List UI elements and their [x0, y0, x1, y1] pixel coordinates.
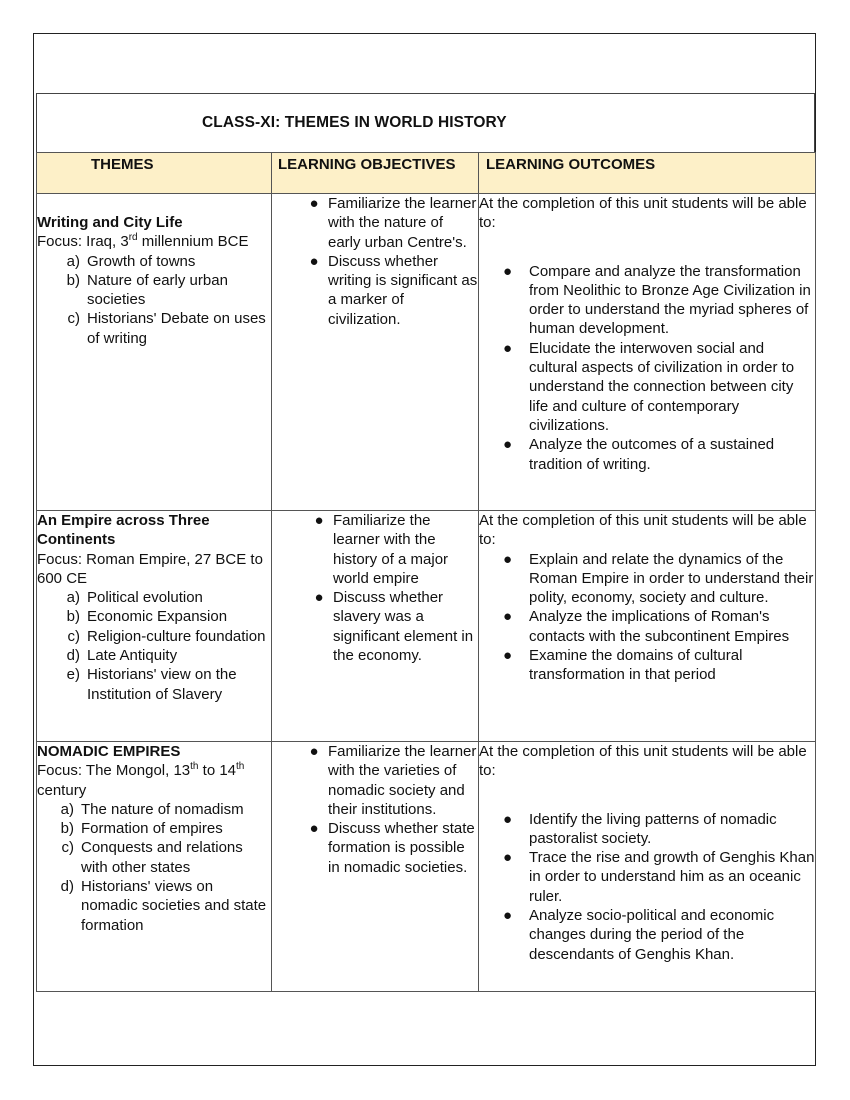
list-item: c) Religion-culture foundation [67, 627, 266, 645]
theme-cell [37, 742, 272, 992]
list-item: d) Late Antiquity [66, 647, 178, 665]
outcomes-intro: At the completion of this unit students will be able to: [479, 195, 807, 232]
theme-cell [37, 194, 272, 511]
objectives-list [272, 742, 478, 877]
list-item: ● Familiarize the learner with the varieties of nomadic society and their institutions. [272, 742, 478, 819]
bullet-icon: ● [503, 907, 513, 925]
header-learning-objectives: LEARNING OBJECTIVES [272, 153, 479, 194]
outcomes-cell [479, 194, 816, 511]
list-item: ● Compare and analyze the transformation from Neolithic to Bronze Age Civilization in order to understand the myriad spheres of human development. [479, 262, 815, 339]
list-item: ● Examine the domains of cultural transformation in that period [479, 646, 815, 685]
theme-cell [37, 511, 272, 742]
bullet-icon: ● [309, 195, 319, 212]
theme-title: NOMADIC EMPIRES [37, 743, 181, 760]
list-item: ● Explain and relate the dynamics of the Roman Empire in order to understand their polity, economy, society and culture. [479, 550, 815, 608]
outcomes-intro: At the completion of this unit students will be able to: [479, 743, 807, 780]
topic-list [37, 588, 271, 704]
list-item: e) Historians' view on the Institution of Slavery [66, 666, 237, 703]
bullet-icon: ● [503, 339, 513, 357]
objectives-cell [272, 194, 479, 511]
table-row [37, 511, 816, 742]
list-item: ● Familiarize the learner with the history of a major world empire [277, 511, 478, 588]
bullet-icon: ● [503, 849, 513, 867]
document-title: CLASS-XI: THEMES IN WORLD HISTORY [202, 114, 507, 131]
bullet-icon: ● [503, 810, 513, 828]
list-item: ● Trace the rise and growth of Genghis Khan in order to understand him as an oceanic ruler. [479, 848, 815, 906]
objectives-list [277, 511, 478, 665]
list-item: b) Formation of empires [60, 820, 223, 838]
list-item: ● Analyze the outcomes of a sustained tradition of writing. [479, 435, 815, 474]
list-item: c) Historians' Debate on uses of writing [67, 310, 266, 347]
bullet-icon: ● [309, 743, 319, 760]
header-learning-outcomes: LEARNING OUTCOMES [479, 153, 816, 194]
bullet-icon: ● [309, 820, 319, 838]
list-item: ● Analyze socio-political and economic changes during the period of the descendants of Genghis Khan. [479, 906, 815, 964]
list-item: a) Political evolution [66, 589, 203, 607]
list-item: c) Conquests and relations with other states [61, 839, 243, 876]
theme-focus: Focus: Roman Empire, 27 BCE to 600 CE [37, 550, 263, 587]
bullet-icon: ● [314, 512, 324, 529]
list-item: ● Discuss whether slavery was a significant element in the economy. [277, 588, 478, 665]
list-item: d) Historians' views on nomadic societies and state formation [60, 878, 267, 934]
topic-list [37, 252, 271, 348]
list-item: ● Discuss whether writing is significant as a marker of civilization. [272, 252, 478, 329]
outcomes-cell [479, 742, 816, 992]
theme-focus: Focus: The Mongol, 13th to 14th century [37, 761, 245, 799]
header-themes: THEMES [37, 153, 272, 194]
bullet-icon: ● [503, 608, 513, 626]
table-row [37, 194, 816, 511]
outcomes-intro: At the completion of this unit students will be able to: [479, 512, 807, 549]
bullet-icon: ● [503, 647, 513, 665]
objectives-cell [272, 511, 479, 742]
list-item: ● Identify the living patterns of nomadic pastoralist society. [479, 810, 815, 849]
bullet-icon: ● [309, 252, 319, 270]
theme-title: An Empire across Three Continents [37, 512, 210, 549]
objectives-list [272, 194, 478, 329]
list-item: ● Discuss whether state formation is possible in nomadic societies. [272, 819, 478, 877]
bullet-icon: ● [503, 436, 513, 454]
bullet-icon: ● [503, 262, 513, 280]
outcomes-list [479, 262, 815, 474]
syllabus-table [36, 152, 816, 992]
outcomes-cell [479, 511, 816, 742]
bullet-icon: ● [503, 550, 513, 568]
list-item: ● Familiarize the learner with the nature of early urban Centre's. [272, 194, 478, 252]
topic-list [31, 800, 271, 935]
list-item: a) The nature of nomadism [60, 800, 244, 818]
objectives-cell [272, 742, 479, 992]
outcomes-list [479, 550, 815, 685]
bullet-icon: ● [314, 589, 324, 607]
list-item: b) Economic Expansion [66, 608, 228, 626]
list-item: ● Elucidate the interwoven social and cultural aspects of civilization in order to understand the connection between city life and culture of contemporary civilizations. [479, 339, 815, 435]
list-item: a) Growth of towns [66, 252, 196, 270]
theme-title: Writing and City Life [37, 214, 183, 231]
table-row [37, 742, 816, 992]
list-item: b) Nature of early urban societies [66, 271, 228, 309]
outcomes-list [479, 810, 815, 964]
list-item: ● Analyze the implications of Roman's contacts with the subcontinent Empires [479, 607, 815, 646]
theme-focus: Focus: Iraq, 3rd millennium BCE [37, 232, 249, 251]
table-header-row [37, 153, 816, 194]
